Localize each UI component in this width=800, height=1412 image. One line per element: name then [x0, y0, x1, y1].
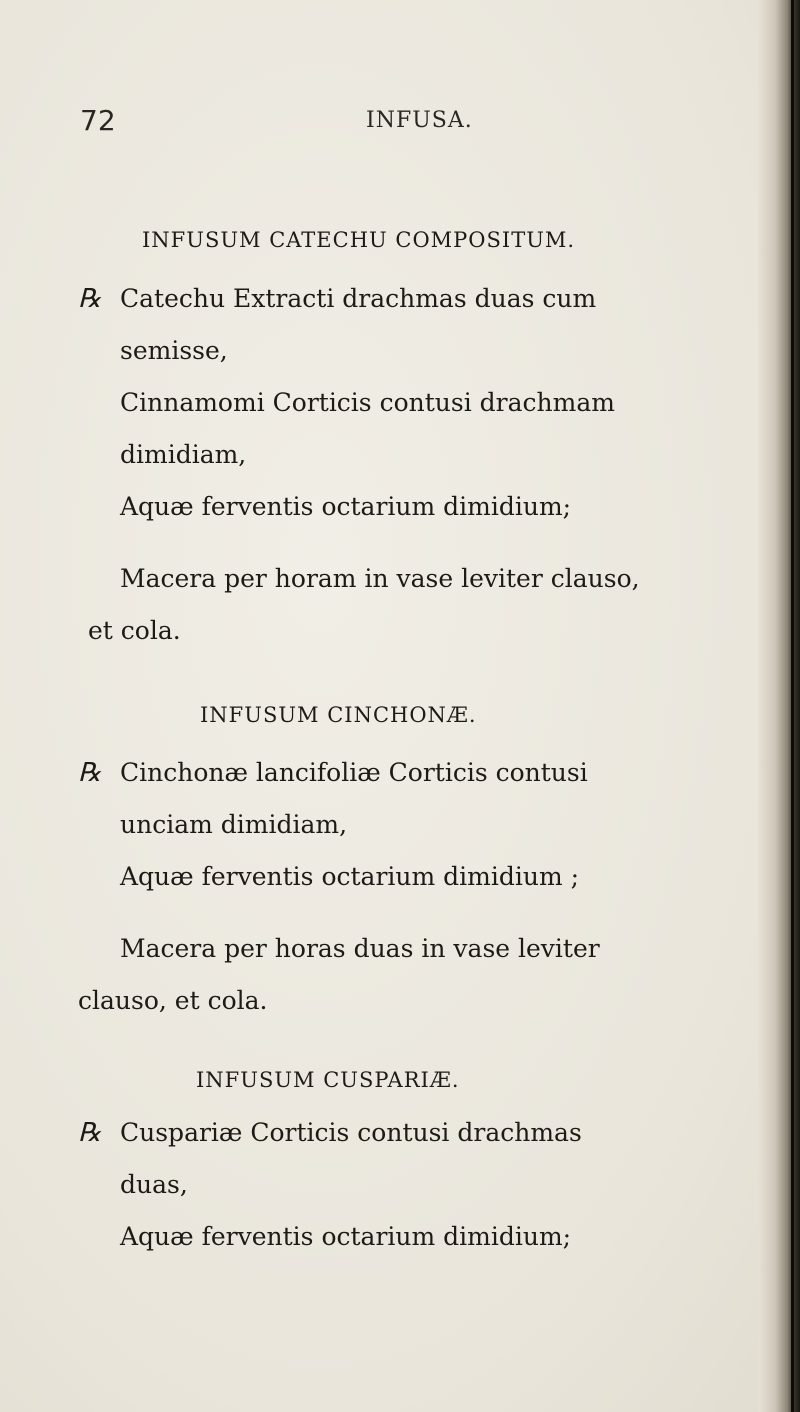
- ingredient-line: dimidiam,: [120, 440, 247, 469]
- section-title-catechu: INFUSUM CATECHU COMPOSITUM.: [142, 228, 576, 252]
- ingredient-line: Cinchonæ lancifoliæ Corticis contusi: [120, 758, 588, 787]
- ingredient-line: Aquæ ferventis octarium dimidium ;: [120, 862, 580, 891]
- direction-line: et cola.: [88, 616, 181, 645]
- ingredient-line: Aquæ ferventis octarium dimidium;: [120, 492, 572, 521]
- ingredient-line: duas,: [120, 1170, 188, 1199]
- rx-symbol: ℞: [78, 284, 102, 314]
- running-head: INFUSA.: [366, 108, 473, 133]
- ingredient-line: Catechu Extracti drachmas duas cum: [120, 284, 597, 313]
- section-title-cusparia: INFUSUM CUSPARIÆ.: [196, 1068, 460, 1092]
- page-number: 72: [80, 104, 116, 137]
- section-title-cinchona: INFUSUM CINCHONÆ.: [200, 703, 477, 727]
- direction-line: clauso, et cola.: [78, 986, 268, 1015]
- recipe-cinchona: [78, 758, 758, 1058]
- ingredient-line: Aquæ ferventis octarium dimidium;: [120, 1222, 572, 1251]
- rx-symbol: ℞: [78, 1118, 102, 1148]
- recipe-catechu: [78, 284, 758, 645]
- rx-symbol: ℞: [78, 758, 102, 788]
- direction-line: Macera per horas duas in vase leviter: [120, 934, 600, 963]
- gutter-shadow-line: [791, 0, 794, 1412]
- page-header: [80, 104, 740, 144]
- direction-line: Macera per horam in vase leviter clauso,: [120, 564, 640, 593]
- recipe-cusparia: [78, 1118, 758, 1298]
- ingredient-line: semisse,: [120, 336, 228, 365]
- ingredient-line: Cinnamomi Corticis contusi drachmam: [120, 388, 615, 417]
- ingredient-line: unciam dimidiam,: [120, 810, 348, 839]
- ingredient-line: Cuspariæ Corticis contusi drachmas: [120, 1118, 582, 1147]
